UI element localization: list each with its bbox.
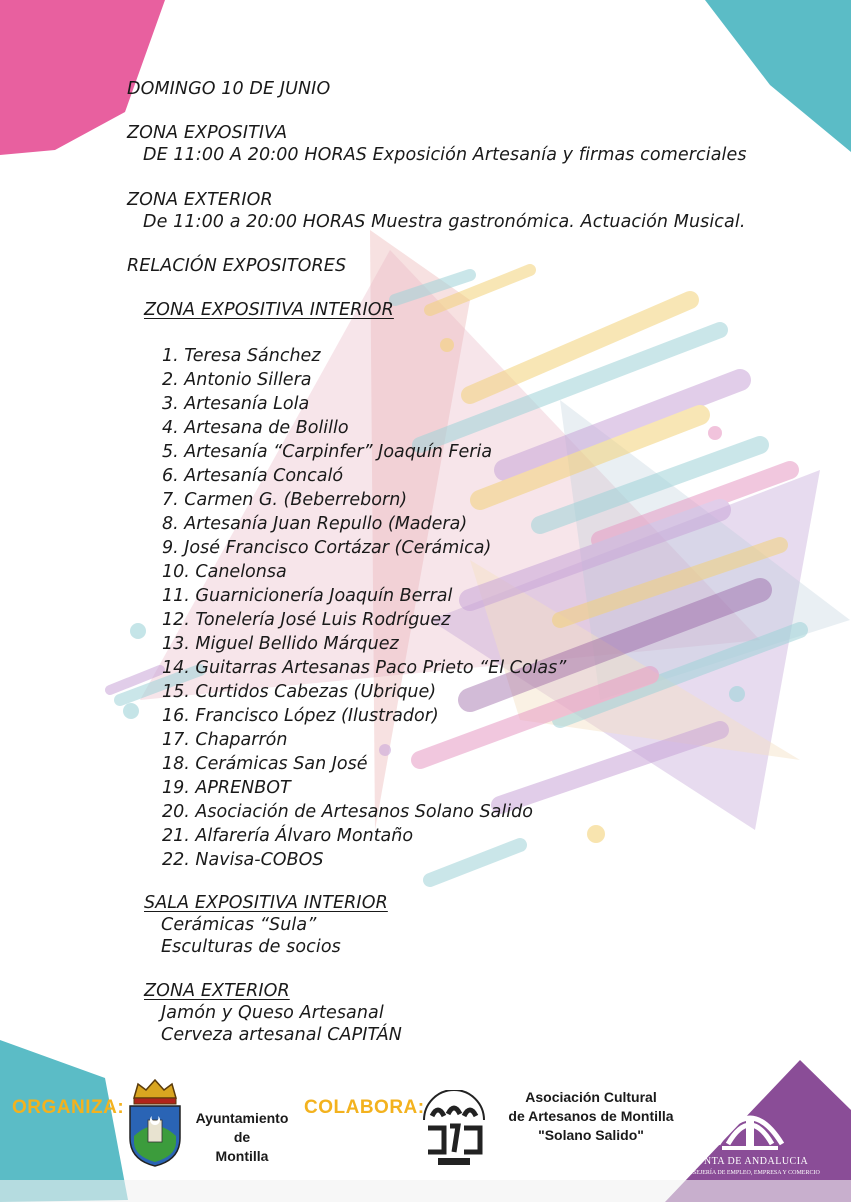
ayuntamiento-name (186, 1109, 298, 1166)
list-item: 12. Tonelería José Luis Rodríguez (162, 610, 451, 630)
junta-name: JUNTA DE ANDALUCIA (691, 1156, 809, 1167)
list-item: 16. Francisco López (Ilustrador) (162, 706, 439, 726)
junta-subtitle: CONSEJERÍA DE EMPLEO, EMPRESA Y COMERCIO (680, 1170, 820, 1176)
montilla-coat-of-arms-icon (124, 1076, 186, 1168)
asociacion-line: de Artesanos de Montilla (508, 1108, 674, 1124)
list-item: 3. Artesanía Lola (162, 394, 310, 414)
ayuntamiento-line: Montilla (215, 1148, 269, 1164)
colabora-label: COLABORA: (304, 1097, 425, 1118)
exterior-item: Jamón y Queso Artesanal (161, 1003, 384, 1023)
list-item: 8. Artesanía Juan Repullo (Madera) (162, 514, 468, 534)
asociacion-line: Asociación Cultural (525, 1089, 657, 1105)
ayuntamiento-line: Ayuntamiento (195, 1110, 289, 1126)
zona-expositiva-interior-title: ZONA EXPOSITIVA INTERIOR (144, 300, 394, 320)
relacion-expositores-title: RELACIÓN EXPOSITORES (127, 256, 347, 276)
sala-expositiva-title: SALA EXPOSITIVA INTERIOR (144, 893, 388, 913)
list-item: 1. Teresa Sánchez (162, 346, 321, 366)
zona-exterior-title: ZONA EXTERIOR (127, 190, 273, 210)
ayuntamiento-line: de (233, 1129, 251, 1145)
sala-item: Cerámicas “Sula” (161, 915, 317, 935)
asociacion-line: "Solano Salido" (538, 1127, 644, 1143)
list-item: 15. Curtidos Cabezas (Ubrique) (162, 682, 437, 702)
list-item: 17. Chaparrón (162, 730, 288, 750)
exhibitors-list (162, 344, 566, 872)
zona-expositiva-title: ZONA EXPOSITIVA (127, 123, 288, 143)
list-item: 13. Miguel Bellido Márquez (162, 634, 399, 654)
solano-salido-logo-icon (414, 1090, 494, 1168)
zona-expositiva-text: DE 11:00 A 20:00 HORAS Exposición Artesanía y firmas comerciales (143, 145, 747, 165)
list-item: 7. Carmen G. (Beberreborn) (162, 490, 408, 510)
list-item: 14. Guitarras Artesanas Paco Prieto “El Colas” (162, 658, 567, 678)
list-item: 2. Antonio Sillera (162, 370, 312, 390)
list-item: 10. Canelonsa (162, 562, 287, 582)
list-item: 19. APRENBOT (162, 778, 291, 798)
asociacion-name (494, 1088, 688, 1145)
list-item: 11. Guarnicionería Joaquín Berral (162, 586, 453, 606)
zona-exterior-section-title: ZONA EXTERIOR (144, 981, 290, 1001)
list-item: 21. Alfarería Álvaro Montaño (162, 826, 414, 846)
list-item: 5. Artesanía “Carpinfer” Joaquín Feria (162, 442, 493, 462)
zona-exterior-text: De 11:00 a 20:00 HORAS Muestra gastronómica. Actuación Musical. (143, 212, 746, 232)
sala-item: Esculturas de socios (161, 937, 341, 957)
organiza-label: ORGANIZA: (12, 1097, 125, 1118)
event-date: DOMINGO 10 DE JUNIO (127, 79, 331, 99)
list-item: 22. Navisa-COBOS (162, 850, 324, 870)
list-item: 18. Cerámicas San José (162, 754, 368, 774)
list-item: 6. Artesanía Concaló (162, 466, 344, 486)
junta-andalucia-logo-icon (710, 1098, 790, 1154)
list-item: 9. José Francisco Cortázar (Cerámica) (162, 538, 492, 558)
list-item: 4. Artesana de Bolillo (162, 418, 349, 438)
list-item: 20. Asociación de Artesanos Solano Salido (162, 802, 533, 822)
exterior-item: Cerveza artesanal CAPITÁN (161, 1025, 402, 1045)
